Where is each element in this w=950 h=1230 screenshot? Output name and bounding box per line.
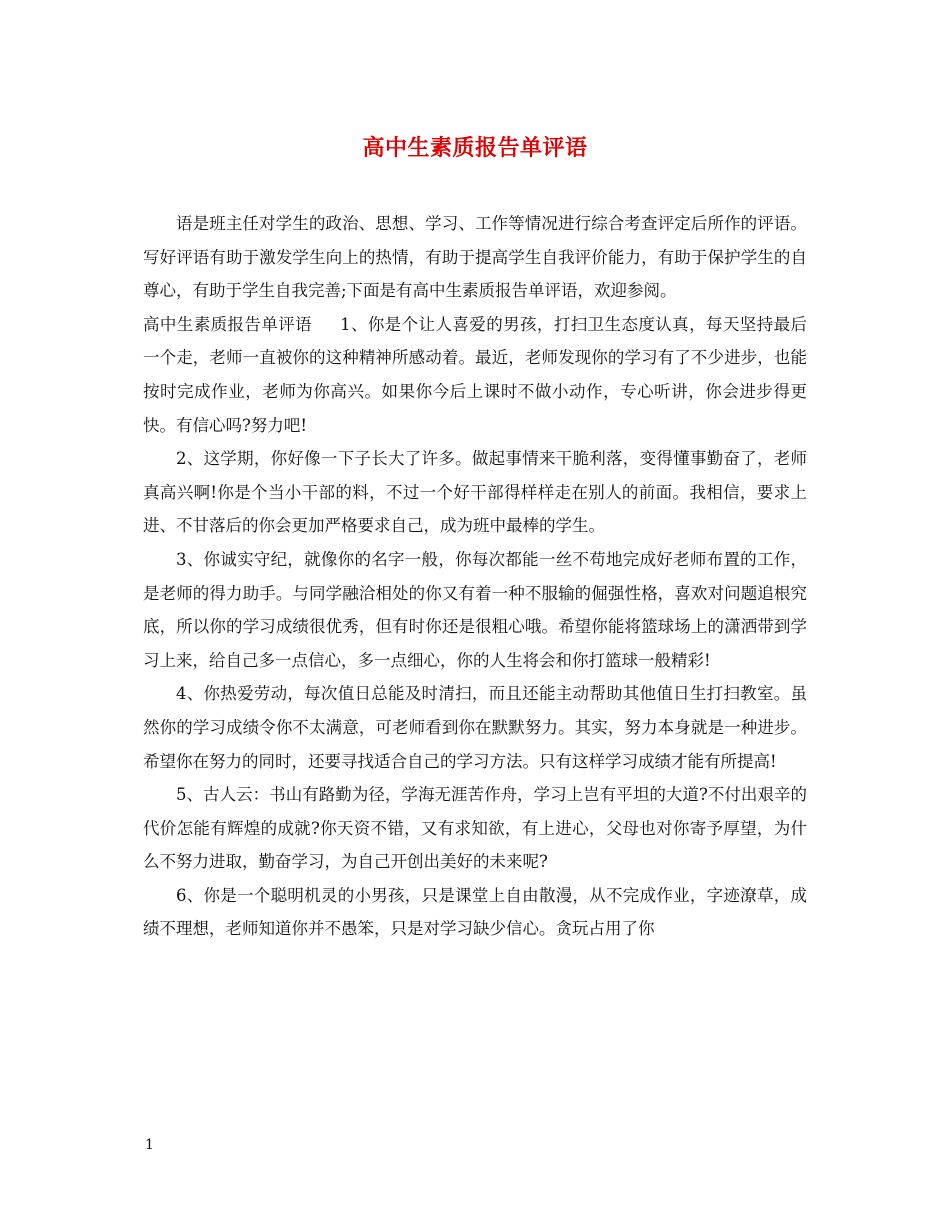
- comment-paragraph-1: [143, 308, 807, 442]
- comment-paragraph-2: 2、这学期，你好像一下子长大了许多。做起事情来干脆利落，变得懂事勤奋了，老师真高兴啊!你是个当小干部的料，不过一个好干部得样样走在别人的前面。我相信，要求上进、不甘落后的你会更加严格要求自己，成为班中最棒的学生。: [143, 449, 807, 536]
- page-number: 1: [145, 1137, 154, 1153]
- comment-paragraph-6: 6、你是一个聪明机灵的小男孩，只是课堂上自由散漫，从不完成作业，字迹潦草，成绩不理想，老师知道你并不愚笨，只是对学习缺少信心。贪玩占用了你: [143, 885, 807, 939]
- comment-paragraph-4: 4、你热爱劳动，每次值日总能及时清扫，而且还能主动帮助其他值日生打扫教室。虽然你的学习成绩令你不太满意，可老师看到你在默默努力。其实，努力本身就是一种进步。希望你在努力的同时，还要寻找适合自己的学习方法。只有这样学习成绩才能有所提高!: [143, 684, 807, 771]
- intro-paragraph: 语是班主任对学生的政治、思想、学习、工作等情况进行综合考查评定后所作的评语。写好评语有助于激发学生向上的热情，有助于提高学生自我评价能力，有助于保护学生的自尊心，有助于学生自我完善;下面是有高中生素质报告单评语，欢迎参阅。: [143, 214, 807, 301]
- document-body: [143, 207, 807, 946]
- section-heading: 高中生素质报告单评语: [143, 314, 313, 334]
- comment-paragraph-3: 3、你诚实守纪，就像你的名字一般，你每次都能一丝不苟地完成好老师布置的工作，是老师的得力助手。与同学融洽相处的你又有着一种不服输的倔强性格，喜欢对问题追根究底，所以你的学习成绩很优秀，但有时你还是很粗心哦。希望你能将篮球场上的潇洒带到学习上来，给自己多一点信心，多一点细心，你的人生将会和你打篮球一般精彩!: [143, 549, 807, 670]
- comment-1-text: 1、你是个让人喜爱的男孩，打扫卫生态度认真，每天坚持最后一个走，老师一直被你的这种精神所感动着。最近，老师发现你的学习有了不少进步，也能按时完成作业，老师为你高兴。如果你今后上课时不做小动作，专心听讲，你会进步得更快。有信心吗?努力吧!: [143, 314, 808, 435]
- document-title: 高中生素质报告单评语: [362, 135, 588, 161]
- comment-paragraph-5: 5、古人云：书山有路勤为径，学海无涯苦作舟，学习上岂有平坦的大道?不付出艰辛的代价怎能有辉煌的成就?你天资不错，又有求知欲，有上进心，父母也对你寄予厚望，为什么不努力进取，勤奋学习，为自己开创出美好的未来呢?: [143, 785, 807, 872]
